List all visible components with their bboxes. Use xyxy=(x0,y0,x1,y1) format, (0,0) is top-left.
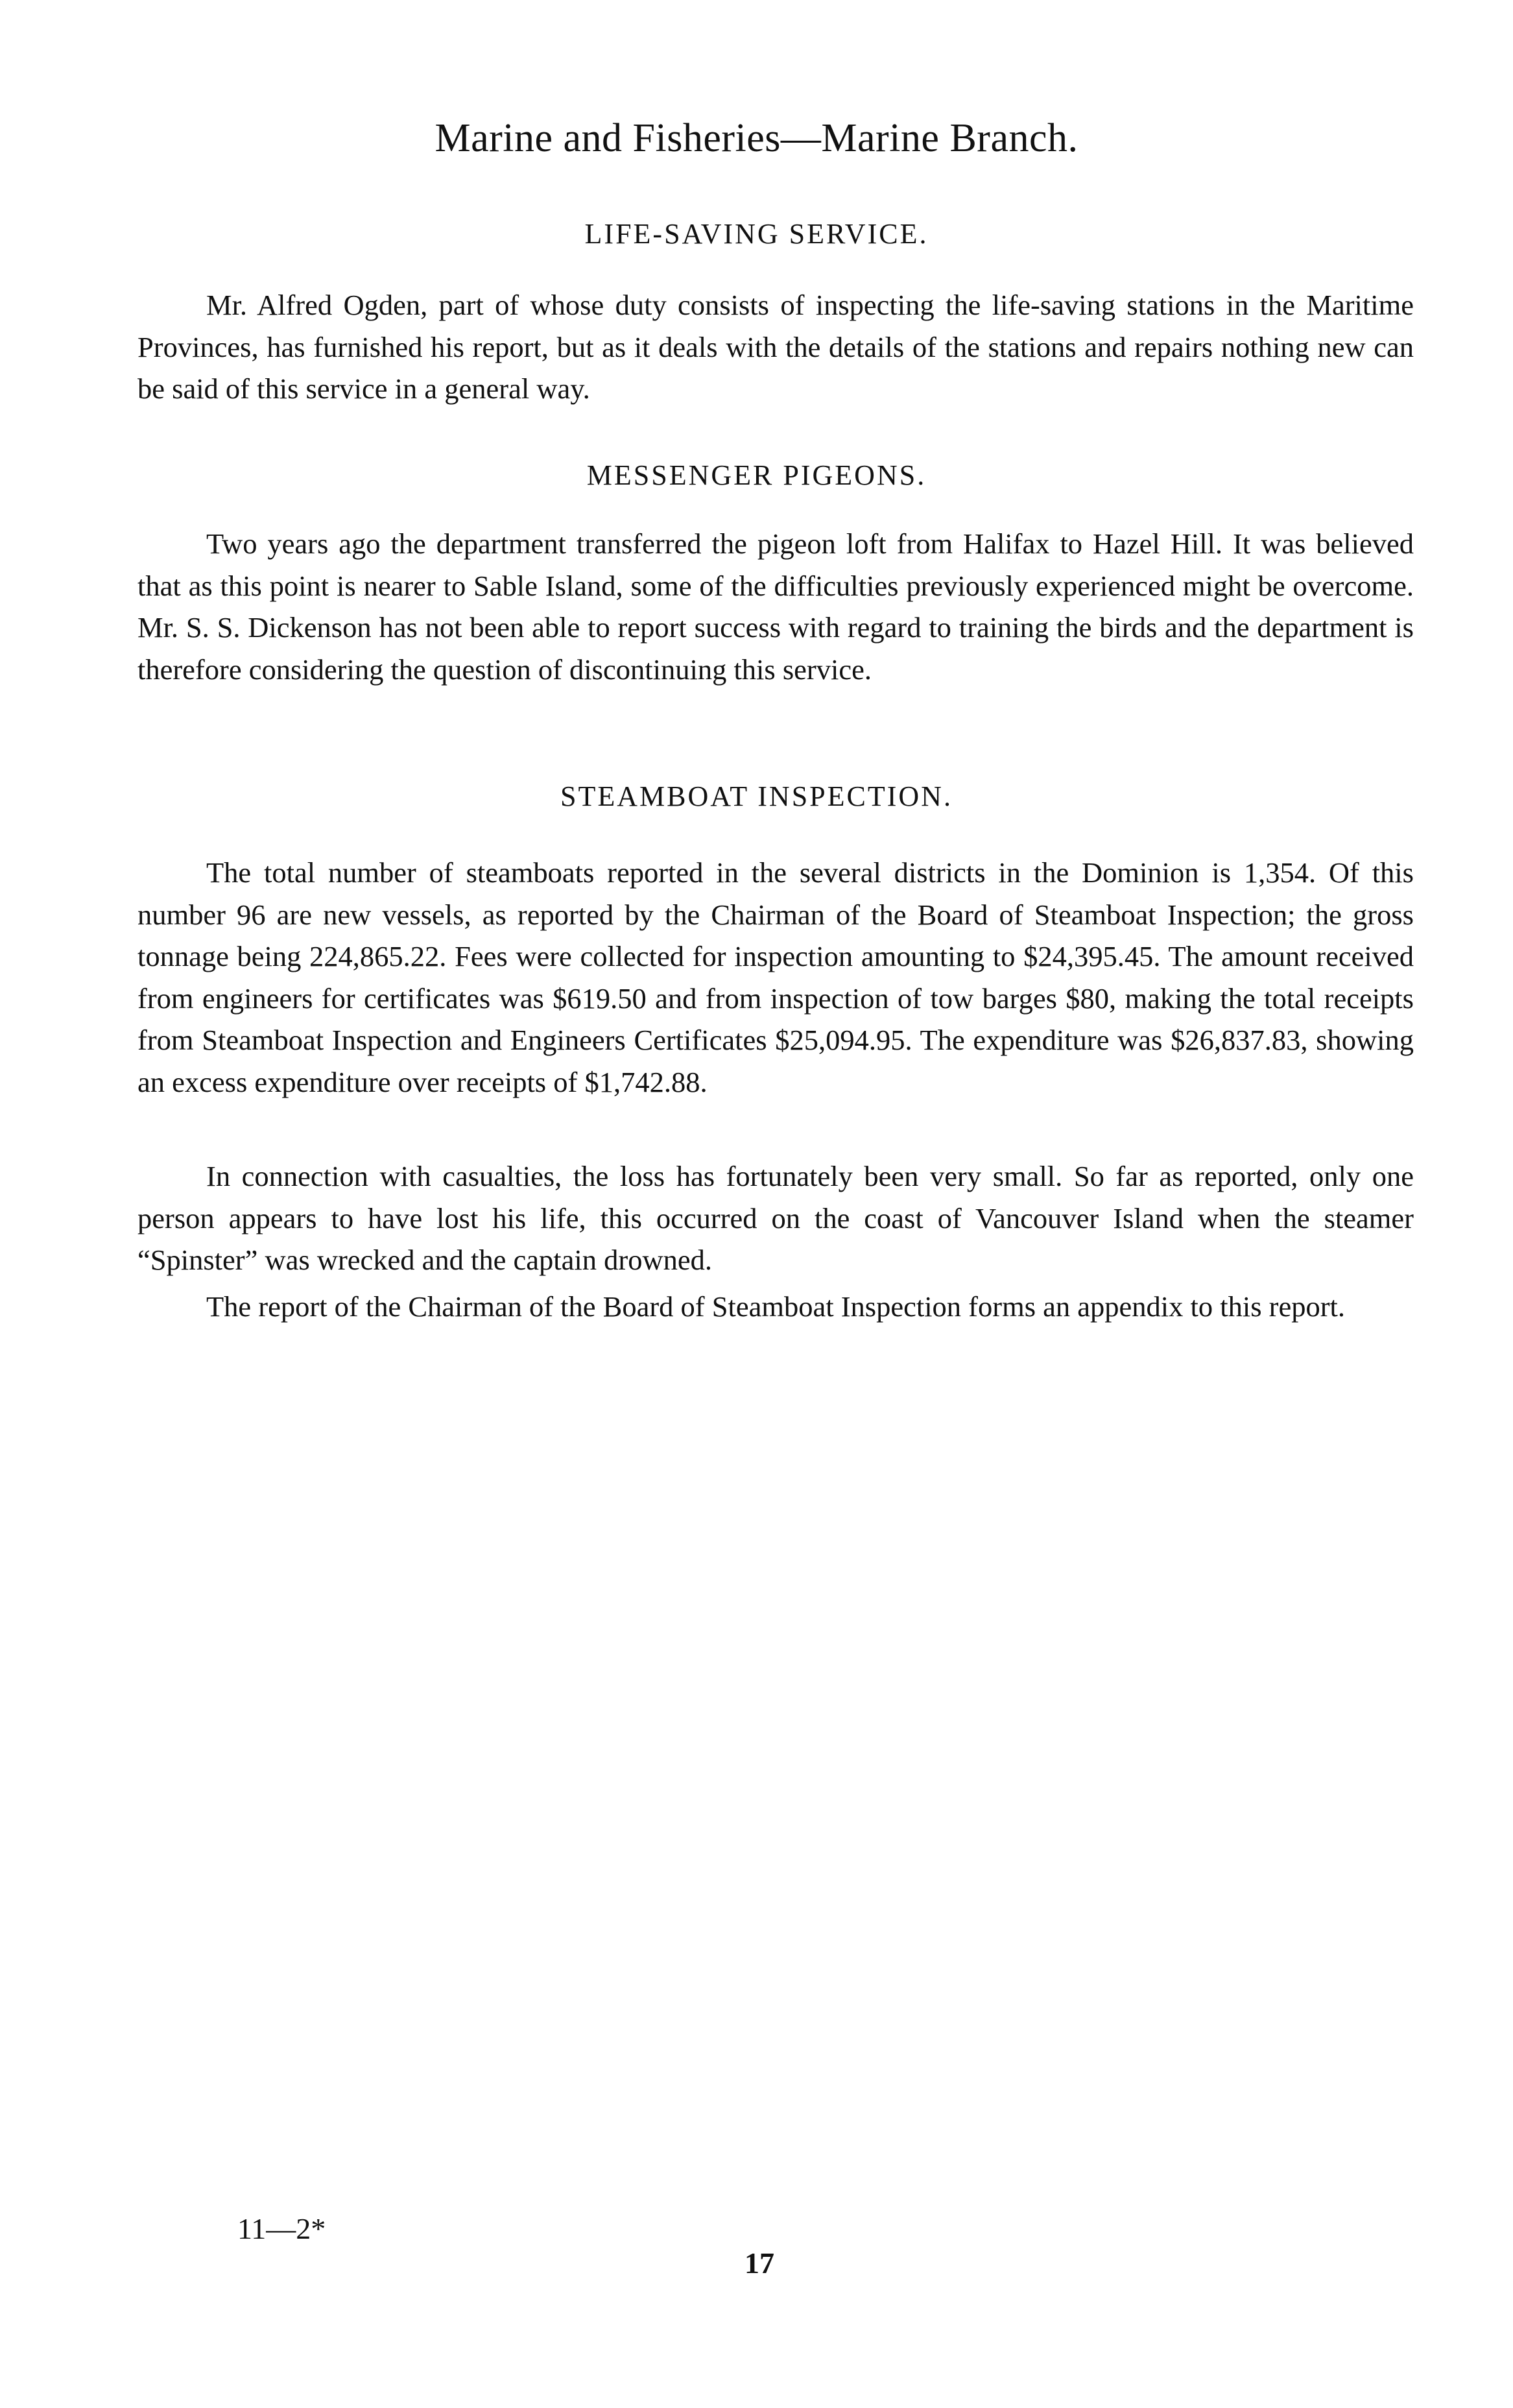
paragraph-steamboat-totals: The total number of steamboats reported in the several districts in the Dominion is 1,354. Of this number 96 are new vessels, as reported by the Chairman of the Board of Steamboat Inspection; the gross tonnage being 224,865.22. Fees were collected for inspection amounting to $24,395.45. The amount received from engineers for certificates was $619.50 and from inspection of tow barges $80, making the total receipts from Steamboat Inspection and Engineers Certificates $25,094.95. The expenditure was $26,837.83, showing an excess expenditure over receipts of $1,742.88. xyxy=(137,856,1414,1098)
signature-mark: 11—2* xyxy=(237,2212,326,2245)
paragraph-casualties: In connection with casualties, the loss has fortunately been very small. So far as reported, only one person appears to have lost his life, this occurred on the coast of Vancouver Island when the steamer “Spinster” was wrecked and the captain drowned. xyxy=(137,1160,1414,1276)
section-heading-steamboat-inspection: STEAMBOAT INSPECTION. xyxy=(560,780,953,812)
paragraph-life-saving: Mr. Alfred Ogden, part of whose duty consists of inspecting the life-saving stations in the Maritime Provinces, has furnished his report, but as it deals with the details of the stations and repairs nothing new can be said of this service in a general way. xyxy=(137,289,1414,405)
paragraph-messenger-pigeons: Two years ago the department transferred the pigeon loft from Halifax to Hazel Hill. It was believed that as this point is nearer to Sable Island, some of the difficulties previously experienced might be overcome. Mr. S. S. Dickenson has not been able to report success with regard to training the birds and the department is therefore considering the question of discontinuing this service. xyxy=(137,527,1414,686)
section-heading-messenger-pigeons: MESSENGER PIGEONS. xyxy=(586,459,927,491)
page-title: Marine and Fisheries—Marine Branch. xyxy=(435,116,1078,160)
page-number: 17 xyxy=(745,2246,774,2280)
paragraph-appendix-note: The report of the Chairman of the Board of Steamboat Inspection forms an appendix to this report. xyxy=(206,1290,1346,1323)
section-heading-life-saving: LIFE-SAVING SERVICE. xyxy=(584,218,929,250)
